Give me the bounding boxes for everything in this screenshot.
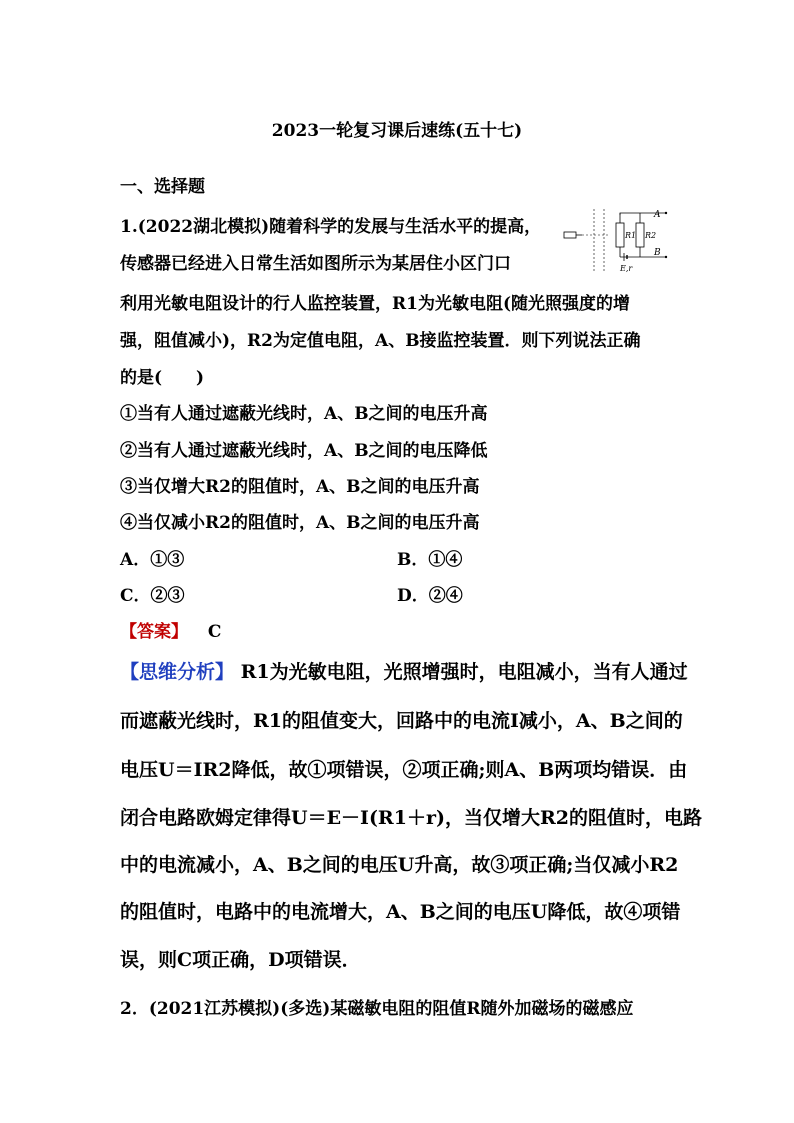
answer-label: 【答案】 xyxy=(120,622,188,642)
q1-analysis-line-4: 闭合电路欧姆定律得U＝E－I(R1＋r)，当仅增大R2的阻值时，电路 xyxy=(120,807,702,829)
q1-analysis-line-6: 的阻值时，电路中的电流增大，A、B之间的电压U降低，故④项错 xyxy=(120,901,681,923)
q1-line-2: 传感器已经进入日常生活如图所示为某居住小区门口 xyxy=(120,254,511,274)
r1-label: R1 xyxy=(625,231,637,240)
q1-analysis-line-1 xyxy=(120,657,688,684)
terminal-b xyxy=(665,256,667,258)
q1-analysis-line-2: 而遮蔽光线时，R1的阻值变大，回路中的电流I减小，A、B之间的 xyxy=(120,710,683,732)
circuit-diagram xyxy=(562,205,672,277)
q1-statement-2: ②当有人通过遮蔽光线时，A、B之间的电压降低 xyxy=(120,441,488,461)
light-source-icon xyxy=(564,232,582,238)
q1-option-c: C．②③ xyxy=(120,586,185,606)
r1-resistor xyxy=(616,223,624,247)
q1-option-b: B．①④ xyxy=(397,550,463,570)
q1-analysis-line-7: 误，则C项正确，D项错误． xyxy=(120,949,361,971)
q1-line-4: 强，阻值减小)，R2为定值电阻，A、B接监控装置．则下列说法正确 xyxy=(120,331,641,351)
r2-resistor xyxy=(636,223,644,247)
answer-value: C xyxy=(207,622,222,642)
q1-option-a: A．①③ xyxy=(120,550,185,570)
q1-statement-1: ①当有人通过遮蔽光线时，A、B之间的电压升高 xyxy=(120,404,488,424)
q1-analysis-line-3: 电压U＝IR2降低，故①项错误，②项正确;则A、B两项均错误．由 xyxy=(120,759,688,781)
section-heading: 一、选择题 xyxy=(120,177,205,197)
analysis-label: 【思维分析】 xyxy=(120,661,235,683)
page-title: 2023一轮复习课后速练(五十七) xyxy=(271,121,523,141)
q1-line-3: 利用光敏电阻设计的行人监控装置，R1为光敏电阻(随光照强度的增 xyxy=(120,294,630,314)
q2-line-1: 2．(2021江苏模拟)(多选)某磁敏电阻的阻值R随外加磁场的磁感应 xyxy=(120,999,634,1019)
q1-statement-4: ④当仅减小R2的阻值时，A、B之间的电压升高 xyxy=(120,513,480,533)
source-label: E,r xyxy=(620,264,633,273)
terminal-b-label: B xyxy=(654,248,661,258)
r2-label: R2 xyxy=(645,231,657,240)
q1-line-5: 的是( ) xyxy=(120,368,205,388)
analysis-text-1: R1为光敏电阻，光照增强时，电阻减小，当有人通过 xyxy=(240,661,688,683)
q1-option-d: D．②④ xyxy=(397,586,463,606)
q1-statement-3: ③当仅增大R2的阻值时，A、B之间的电压升高 xyxy=(120,477,480,497)
q1-line-1: 1.(2022湖北模拟)随着科学的发展与生活水平的提高， xyxy=(120,217,542,237)
q1-analysis-line-5: 中的电流减小，A、B之间的电压U升高，故③项正确;当仅减小R2 xyxy=(120,854,679,876)
q1-answer xyxy=(120,617,221,642)
terminal-a-label: A xyxy=(654,210,661,220)
terminal-a xyxy=(665,212,667,214)
